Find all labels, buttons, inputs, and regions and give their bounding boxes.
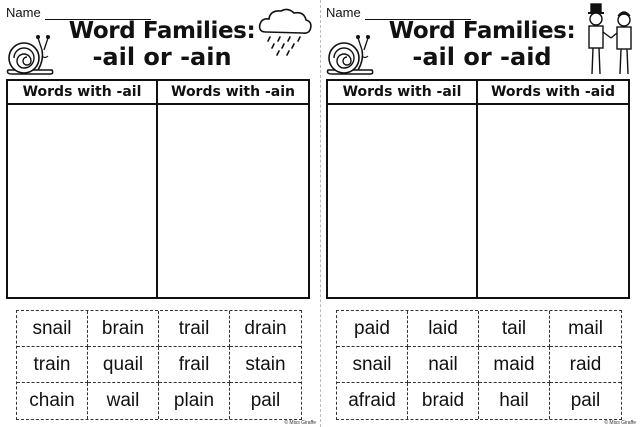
word-card[interactable]: tail: [479, 311, 550, 347]
column-header-ail: Words with -ail: [328, 81, 478, 105]
worksheet-title: [370, 18, 594, 70]
column-header-ain: Words with -ain: [158, 81, 308, 105]
sorting-chart: [6, 79, 310, 299]
credit-text: © Miss Giraffe: [604, 420, 636, 426]
word-card[interactable]: train: [17, 347, 88, 383]
word-card[interactable]: plain: [159, 383, 230, 419]
handshake-people-icon: [582, 2, 638, 78]
word-card[interactable]: mail: [550, 311, 621, 347]
word-cards: [16, 310, 302, 420]
word-card[interactable]: braid: [408, 383, 479, 419]
word-card[interactable]: snail: [17, 311, 88, 347]
column-header-ail: Words with -ail: [8, 81, 158, 105]
word-card[interactable]: pail: [250, 390, 281, 411]
column-area-ain[interactable]: [158, 105, 308, 297]
word-card[interactable]: paid: [337, 311, 408, 347]
word-card[interactable]: frail: [159, 347, 230, 383]
word-card[interactable]: afraid: [337, 383, 408, 419]
rain-cloud-icon: [256, 6, 314, 56]
name-label: Name: [6, 5, 41, 20]
word-card[interactable]: maid: [479, 347, 550, 383]
title-line-1: Word Families:: [388, 18, 576, 44]
title-line-2: -ail or -ain: [92, 43, 232, 71]
word-card[interactable]: trail: [159, 311, 230, 347]
word-card[interactable]: chain: [17, 383, 88, 419]
column-header-aid: Words with -aid: [478, 81, 628, 105]
worksheet-title: [50, 18, 274, 70]
title-line-1: Word Families:: [68, 18, 256, 44]
word-card[interactable]: laid: [408, 311, 479, 347]
column-area-ail[interactable]: [8, 105, 158, 297]
credit-text: © Miss Giraffe: [284, 420, 316, 426]
worksheet-ail-aid: [320, 0, 640, 427]
word-card[interactable]: quail: [88, 347, 159, 383]
word-card[interactable]: stain: [230, 347, 301, 383]
title-line-2: -ail or -aid: [412, 43, 552, 71]
snail-icon: [324, 30, 376, 76]
snail-icon: [4, 30, 56, 76]
sorting-chart: [326, 79, 630, 299]
column-area-aid[interactable]: [478, 105, 628, 297]
word-card[interactable]: hail: [479, 383, 550, 419]
word-card[interactable]: drain: [230, 311, 301, 347]
word-card[interactable]: pail: [570, 390, 601, 411]
word-card[interactable]: wail: [88, 383, 159, 419]
name-label: Name: [326, 5, 361, 20]
word-card[interactable]: snail: [337, 347, 408, 383]
word-card[interactable]: nail: [408, 347, 479, 383]
word-card[interactable]: brain: [88, 311, 159, 347]
word-cards: [336, 310, 622, 420]
word-card[interactable]: raid: [550, 347, 621, 383]
column-area-ail[interactable]: [328, 105, 478, 297]
